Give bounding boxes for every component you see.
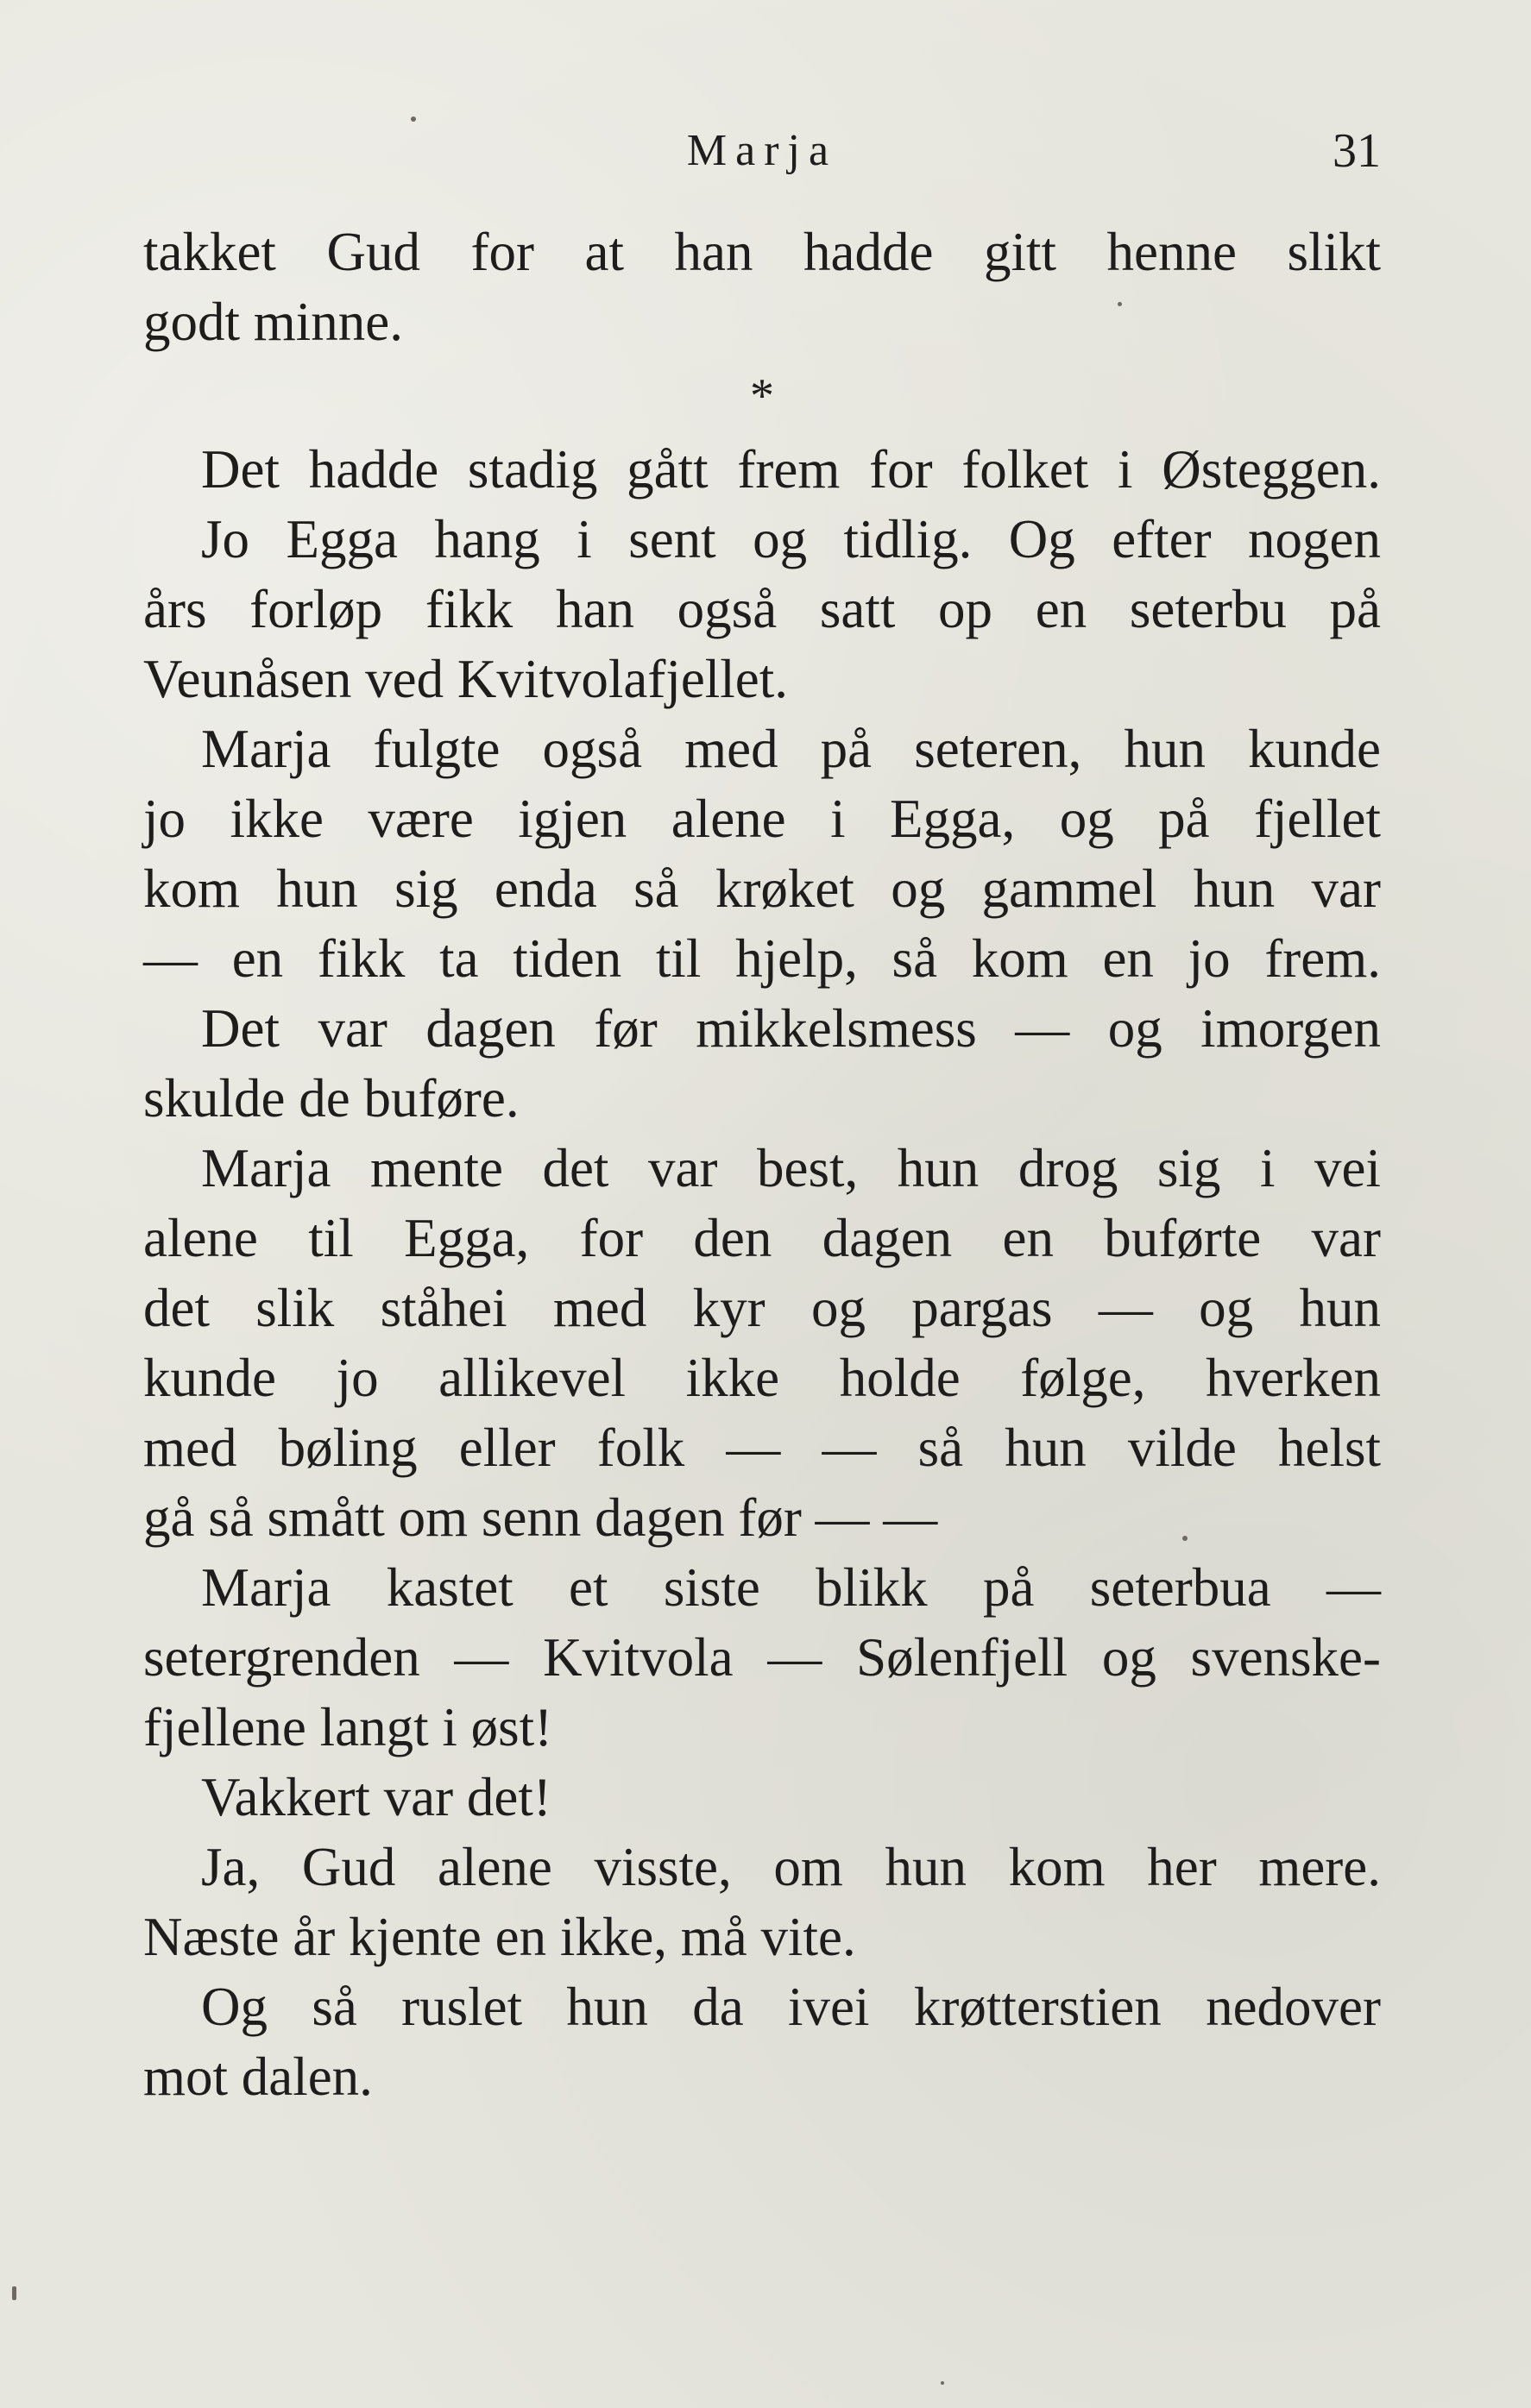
paper-speck xyxy=(941,2381,944,2385)
page-number: 31 xyxy=(1333,124,1381,178)
text-line: Det hadde stadig gått frem for folket i Østeggen. xyxy=(201,439,1381,500)
text-line: — en fikk ta tiden til hjelp, så kom en jo frem. xyxy=(143,928,1381,989)
paper-speck xyxy=(1182,1536,1188,1541)
running-head xyxy=(143,121,1381,181)
text-line: Vakkert var det! xyxy=(201,1767,551,1827)
text-line: takket Gud for at han hadde gitt henne slikt xyxy=(143,222,1381,282)
body-text xyxy=(143,217,1381,2112)
text-line: setergrenden — Kvitvola — Sølenfjell og svenske- xyxy=(143,1627,1381,1688)
paper-speck xyxy=(1118,302,1122,306)
text-line: Næste år kjente en ikke, må vite. xyxy=(143,1907,856,1967)
text-line: Ja, Gud alene visste, om hun kom her mere. xyxy=(201,1837,1381,1897)
text-line: det slik ståhei med kyr og pargas — og hun xyxy=(143,1278,1381,1338)
text-line: Det var dagen før mikkelsmess — og imorgen xyxy=(201,998,1381,1059)
text-line: fjellene langt i øst! xyxy=(143,1697,553,1757)
text-line: Marja fulgte også med på seteren, hun kunde xyxy=(201,719,1381,779)
text-line: jo ikke være igjen alene i Egga, og på fjellet xyxy=(143,789,1381,849)
text-line: Og så ruslet hun da ivei krøtterstien nedover xyxy=(201,1977,1381,2037)
text-line: Jo Egga hang i sent og tidlig. Og efter nogen xyxy=(201,509,1381,569)
paper-speck xyxy=(12,2286,16,2300)
text-line: kunde jo allikevel ikke holde følge, hverken xyxy=(143,1348,1381,1408)
section-break-asterisk: * xyxy=(750,369,774,423)
text-line: Veunåsen ved Kvitvolafjellet. xyxy=(143,649,789,709)
text-line: Marja mente det var best, hun drog sig i vei xyxy=(201,1138,1381,1198)
text-line: alene til Egga, for den dagen en buførte var xyxy=(143,1208,1381,1268)
text-line: godt minne. xyxy=(143,292,403,352)
running-title: Marja xyxy=(686,126,838,175)
paper-speck xyxy=(411,116,416,122)
text-line: gå så smått om senn dagen før — — xyxy=(143,1487,938,1548)
text-line: med bøling eller folk — — så hun vilde helst xyxy=(143,1418,1381,1478)
text-line: kom hun sig enda så krøket og gammel hun var xyxy=(143,858,1381,919)
text-line: Marja kastet et siste blikk på seterbua — xyxy=(201,1557,1381,1618)
text-line: mot dalen. xyxy=(143,2046,373,2107)
text-line: skulde de buføre. xyxy=(143,1068,520,1129)
text-line: års forløp fikk han også satt op en seterbu på xyxy=(143,579,1381,639)
